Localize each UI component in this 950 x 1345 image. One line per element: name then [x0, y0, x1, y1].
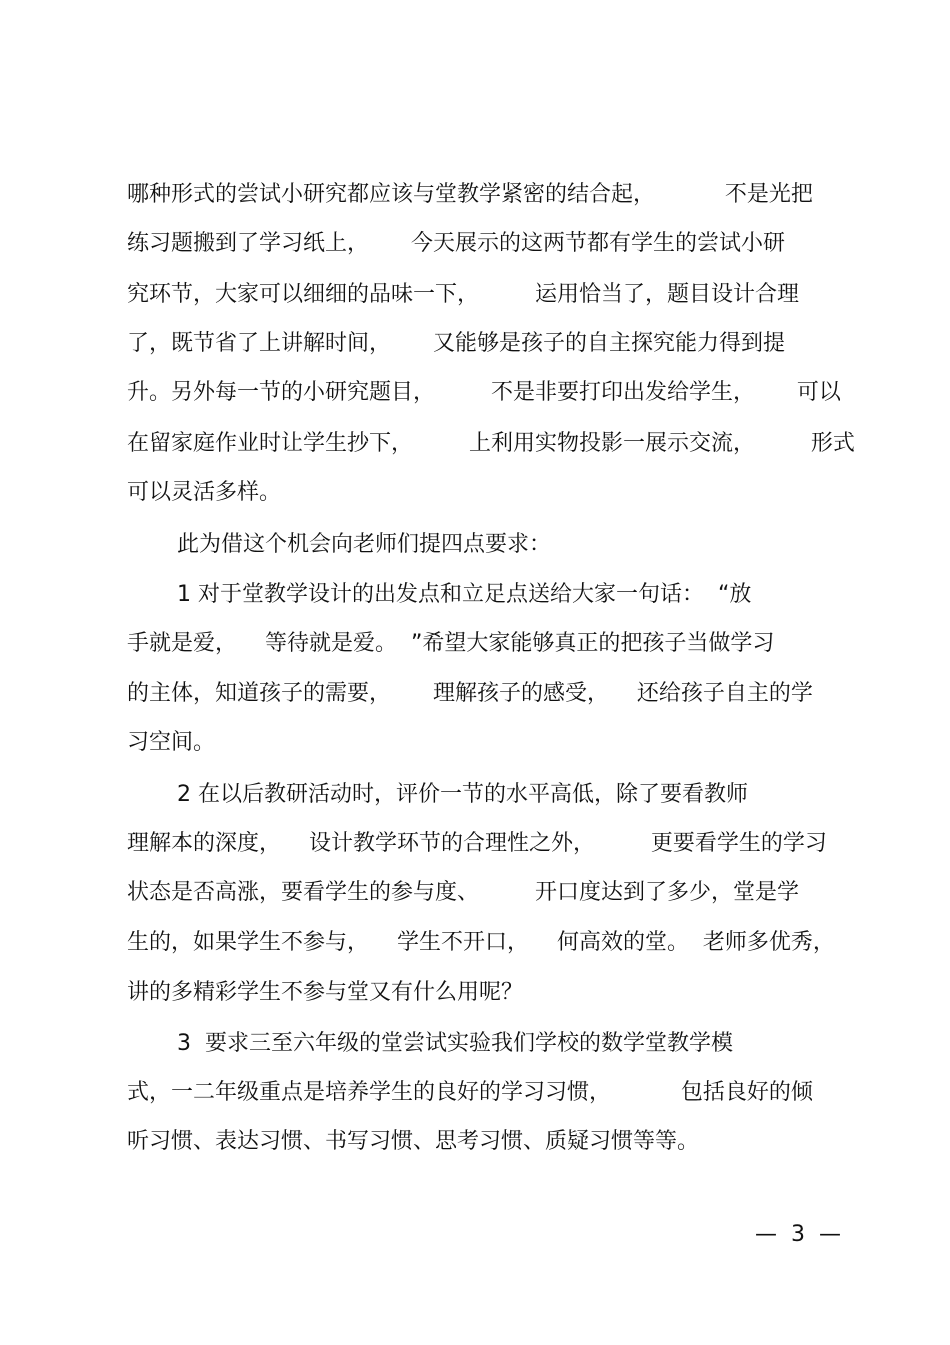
- paragraph-start-line: 2 在以后教研活动时，评价一节的水平高低，除了要看教师: [177, 782, 748, 807]
- text-line: 在留家庭作业时让学生抄下， 上利用实物投影一展示交流， 形式: [127, 431, 855, 456]
- text-line: 手就是爱， 等待就是爱。 ”希望大家能够真正的把孩子当做学习: [127, 631, 775, 656]
- text-line: 练习题搬到了学习纸上， 今天展示的这两节都有学生的尝试小研: [127, 231, 785, 256]
- text-line: 听习惯、表达习惯、书写习惯、思考习惯、质疑习惯等等。: [127, 1129, 700, 1154]
- text-line: 究环节，大家可以细细的品味一下， 运用恰当了，题目设计合理: [127, 282, 799, 307]
- paragraph-start-line: 1 对于堂教学设计的出发点和立足点送给大家一句话： “放: [177, 582, 752, 607]
- paragraph-start-line: 此为借这个机会向老师们提四点要求：: [177, 532, 552, 557]
- text-line: 可以灵活多样。: [127, 480, 282, 505]
- text-line: 讲的多精彩学生不参与堂又有什么用呢？: [127, 980, 524, 1005]
- text-line: 了，既节省了上讲解时间， 又能够是孩子的自主探究能力得到提: [127, 331, 785, 356]
- page-number: — 3 —: [755, 1222, 841, 1247]
- text-line: 哪种形式的尝试小研究都应该与堂教学紧密的结合起， 不是光把: [127, 182, 813, 207]
- text-line: 习空间。: [127, 730, 216, 755]
- text-line: 理解本的深度， 设计教学环节的合理性之外， 更要看学生的学习: [127, 831, 827, 856]
- text-line: 式，一二年级重点是培养学生的良好的学习习惯， 包括良好的倾: [127, 1080, 813, 1105]
- text-line: 的主体，知道孩子的需要， 理解孩子的感受， 还给孩子自主的学: [127, 681, 813, 706]
- paragraph-start-line: 3 要求三至六年级的堂尝试实验我们学校的数学堂教学模: [177, 1031, 733, 1056]
- text-line: 状态是否高涨，要看学生的参与度、 开口度达到了多少，堂是学: [127, 880, 799, 905]
- text-line: 升。另外每一节的小研究题目， 不是非要打印出发给学生， 可以: [127, 380, 841, 405]
- text-line: 生的，如果学生不参与， 学生不开口， 何高效的堂。 老师多优秀，: [127, 930, 835, 955]
